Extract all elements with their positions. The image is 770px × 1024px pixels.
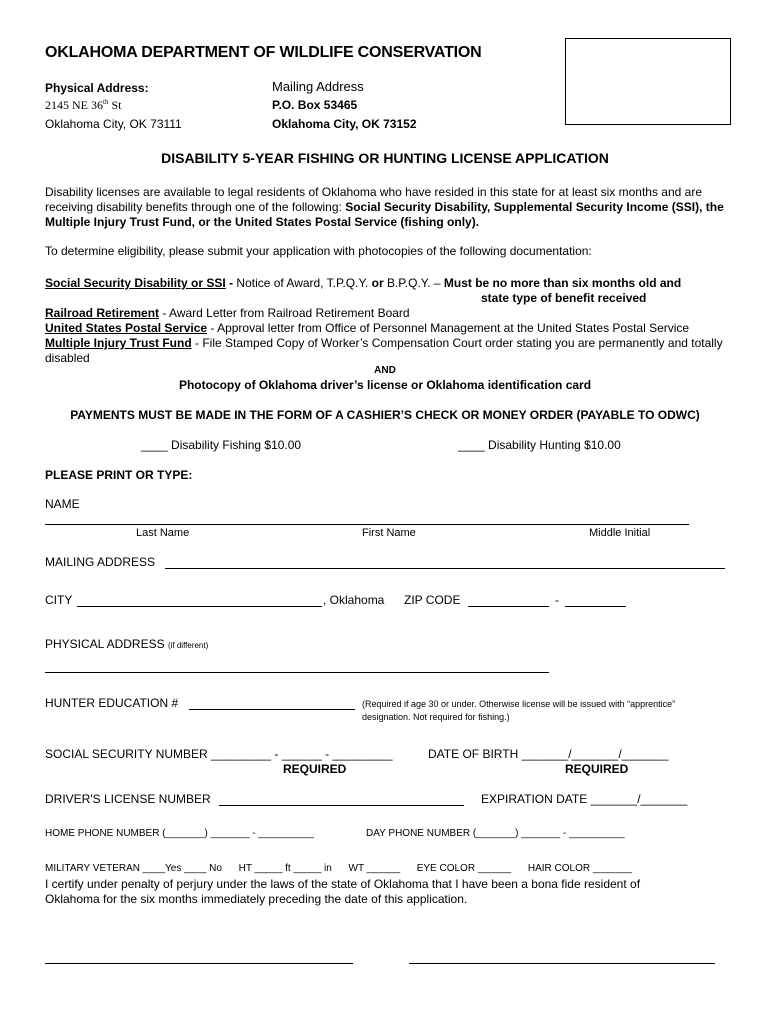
mailing-address-field[interactable] bbox=[165, 568, 725, 569]
name-label: NAME bbox=[45, 497, 80, 511]
day-phone-field[interactable]: DAY PHONE NUMBER (_______) _______ - __________ bbox=[366, 828, 625, 839]
fishing-option[interactable]: ____ Disability Fishing $10.00 bbox=[141, 438, 302, 452]
hunter-note-1: (Required if age 30 or under. Otherwise license will be issued with “apprentice” bbox=[362, 699, 676, 709]
drivers-license-field[interactable] bbox=[219, 805, 464, 806]
hunting-option[interactable]: ____ Disability Hunting $10.00 bbox=[458, 438, 621, 452]
ssd-item: Social Security Disability or SSI - Notice of Award, T.P.Q.Y. or B.P.Q.Y. – Must be no more than six months old and bbox=[45, 276, 682, 290]
mailing-address-field-label: MAILING ADDRESS bbox=[45, 555, 156, 569]
physical-address-field[interactable] bbox=[45, 672, 549, 673]
mailing-city: Oklahoma City, OK 73152 bbox=[272, 117, 417, 131]
payments-notice: PAYMENTS MUST BE MADE IN THE FORM OF A CASHIER’S CHECK OR MONEY ORDER (PAYABLE TO ODWC) bbox=[70, 408, 700, 422]
signature-line-right[interactable] bbox=[409, 963, 715, 964]
ssn-required: REQUIRED bbox=[283, 762, 347, 776]
and-text: AND bbox=[374, 365, 396, 376]
drivers-license-label: DRIVER'S LICENSE NUMBER bbox=[45, 792, 211, 806]
form-title: DISABILITY 5-YEAR FISHING OR HUNTING LICENSE APPLICATION bbox=[161, 150, 609, 166]
photocopy-text: Photocopy of Oklahoma driver’s license or Oklahoma identification card bbox=[178, 378, 592, 392]
home-phone-field[interactable]: HOME PHONE NUMBER (_______) _______ - __________ bbox=[45, 828, 315, 839]
city-label: CITY bbox=[45, 593, 73, 607]
dob-required: REQUIRED bbox=[565, 762, 629, 776]
physical-street: 2145 NE 36th St bbox=[45, 98, 122, 112]
city-field[interactable] bbox=[77, 606, 322, 607]
mailing-box: P.O. Box 53465 bbox=[272, 98, 358, 112]
hunter-note-2: designation. Not required for fishing.) bbox=[362, 712, 510, 722]
zip-dash: - bbox=[555, 593, 559, 607]
mailing-address-label: Mailing Address bbox=[272, 79, 364, 94]
physical-address-field-label: PHYSICAL ADDRESS (if different) bbox=[45, 637, 209, 651]
zip-label: ZIP CODE bbox=[404, 593, 461, 607]
signature-line-left[interactable] bbox=[45, 963, 353, 964]
intro-paragraph: Disability licenses are available to legal residents of Oklahoma who have resided in this state for at least six months and are receiving disability benefits through one of the following: Social Security Disability, Supplemental Security Income (SSI), the Multiple Injury Trust Fund, or the United States Postal Service (fishing only). bbox=[45, 185, 724, 229]
physical-city: Oklahoma City, OK 73111 bbox=[45, 117, 182, 131]
dob-field[interactable]: DATE OF BIRTH _______/_______/_______ bbox=[428, 747, 669, 761]
zip-ext-field[interactable] bbox=[565, 606, 626, 607]
certification-text: I certify under penalty of perjury under the laws of the state of Oklahoma that I have been a bona fide resident of Oklahoma for the six months immediately preceding the date of this application. bbox=[45, 877, 641, 906]
last-name-caption: Last Name bbox=[136, 527, 190, 539]
hunter-education-label: HUNTER EDUCATION # bbox=[45, 696, 179, 710]
military-veteran-row[interactable]: MILITARY VETERAN ____Yes ____ No HT _____ ft _____ in WT ______ EYE COLOR ______ HAIR COLOR _______ bbox=[45, 863, 632, 874]
ssn-field[interactable]: SOCIAL SECURITY NUMBER _________ - ______ - _________ bbox=[45, 747, 393, 761]
rr-item: Railroad Retirement - Award Letter from Railroad Retirement Board bbox=[45, 306, 410, 320]
print-instruction: PLEASE PRINT OR TYPE: bbox=[45, 468, 193, 482]
name-field[interactable] bbox=[45, 524, 689, 525]
ssd-item-cont: state type of benefit received bbox=[481, 291, 647, 305]
middle-initial-caption: Middle Initial bbox=[589, 527, 651, 539]
mitf-item: Multiple Injury Trust Fund - File Stamped Copy of Worker’s Compensation Court order stating you are permanently and totally disabled bbox=[45, 336, 723, 365]
expiration-date-field[interactable]: EXPIRATION DATE _______/_______ bbox=[481, 792, 688, 806]
agency-title: OKLAHOMA DEPARTMENT OF WILDLIFE CONSERVATION bbox=[45, 44, 482, 61]
zip-field[interactable] bbox=[468, 606, 549, 607]
usps-item: United States Postal Service - Approval letter from Office of Personnel Management at the United States Postal Service bbox=[45, 321, 690, 335]
physical-address-label: Physical Address: bbox=[45, 81, 149, 95]
hunter-education-field[interactable] bbox=[189, 709, 355, 710]
photo-box bbox=[565, 38, 731, 125]
first-name-caption: First Name bbox=[362, 527, 416, 539]
oklahoma-text: , Oklahoma bbox=[323, 593, 385, 607]
instructions-text: To determine eligibility, please submit your application with photocopies of the following documentation: bbox=[45, 244, 592, 258]
